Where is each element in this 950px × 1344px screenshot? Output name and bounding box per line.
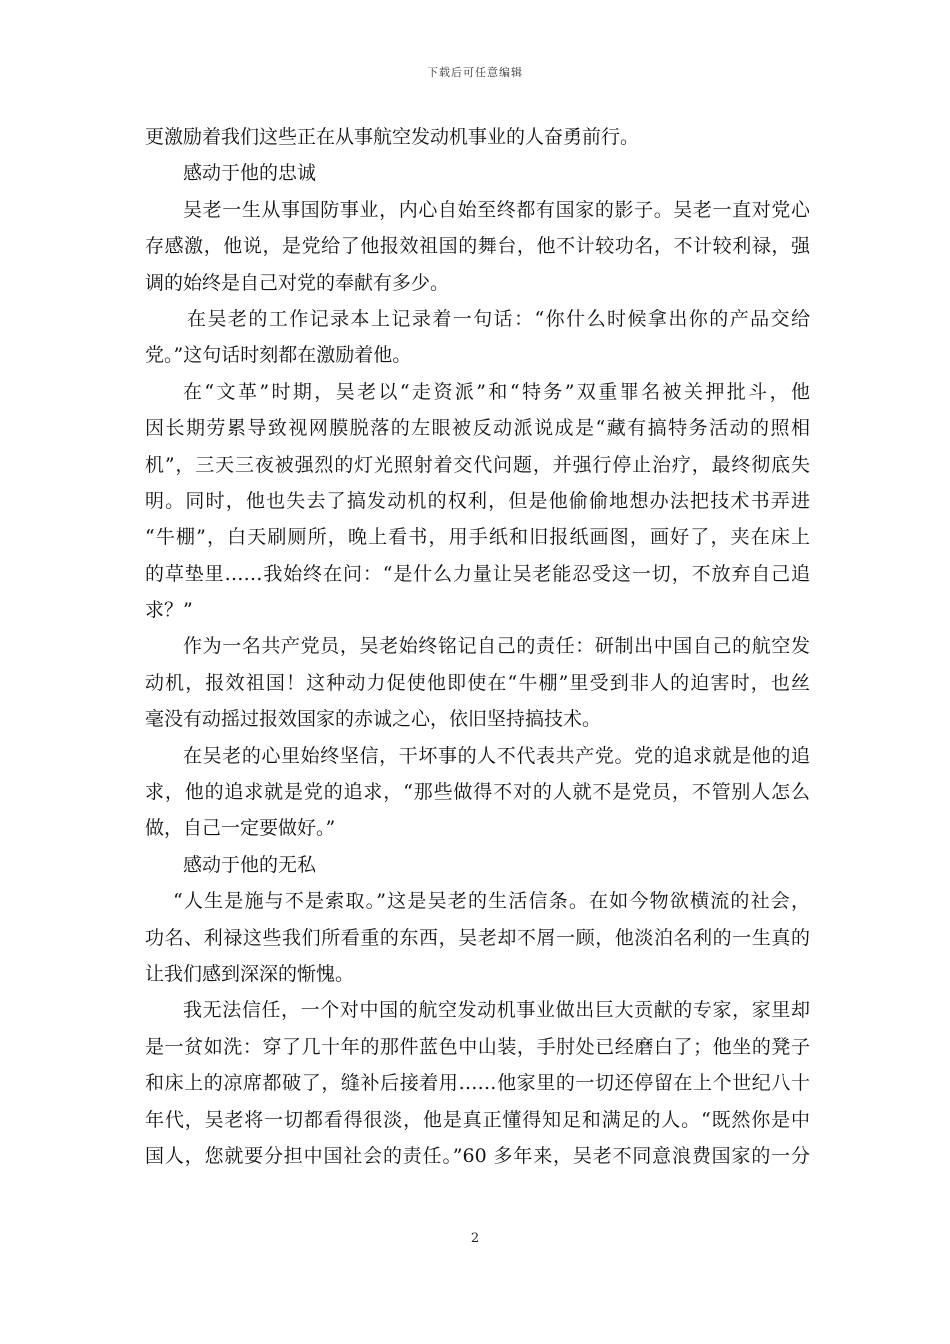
section-heading: 感动于他的忠诚 <box>183 162 317 185</box>
body-line: 年代，吴老将一切都看得很淡，他是真正懂得知足和满足的人。“既然你是中 <box>145 1108 810 1131</box>
body-line: 调的始终是自己对党的奉献有多少。 <box>145 271 450 294</box>
body-line: 明。同时，他也失去了搞发动机的权利，但是他偷偷地想办法把技术书弄进 <box>145 489 810 512</box>
section-heading: 感动于他的无私 <box>183 853 317 876</box>
body-line: 作为一名共产党员，吴老始终铭记自己的责任：研制出中国自己的航空发 <box>183 635 810 658</box>
body-line: 更激励着我们这些正在从事航空发动机事业的人奋勇前行。 <box>145 126 640 148</box>
body-line: 是一贫如洗：穿了几十年的那件蓝色中山装，手肘处已经磨白了；他坐的凳子 <box>145 1035 810 1058</box>
body-line: 在“文革”时期，吴老以“走资派”和“特务”双重罪名被关押批斗，他 <box>183 380 810 403</box>
body-line: “牛棚”，白天刷厕所，晚上看书，用手纸和旧报纸画图，画好了，夹在床上 <box>145 526 810 549</box>
body-line: 党。”这句话时刻都在激励着他。 <box>145 344 412 367</box>
body-line: 动机，报效祖国！这种动力促使他即使在“牛棚”里受到非人的迫害时，也丝 <box>145 671 810 694</box>
body-line: 在吴老的心里始终坚信，干坏事的人不代表共产党。党的追求就是他的追 <box>183 744 810 767</box>
body-line: 存感激，他说，是党给了他报效祖国的舞台，他不计较功名，不计较利禄，强 <box>145 235 810 258</box>
body-line: 求？” <box>145 599 193 622</box>
body-line: 在吴老的工作记录本上记录着一句话：“你什么时候拿出你的产品交给 <box>187 307 810 330</box>
body-line: 毫没有动摇过报效国家的赤诚之心，依旧坚持搞技术。 <box>145 708 602 731</box>
document-body <box>145 119 810 1174</box>
body-line: 国人，您就要分担中国社会的责任。”60 多年来，吴老不同意浪费国家的一分 <box>145 1144 810 1167</box>
body-line: 我无法信任，一个对中国的航空发动机事业做出巨大贡献的专家，家里却 <box>183 999 810 1022</box>
body-line: “人生是施与不是索取。”这是吴老的生活信条。在如今物欲横流的社会， <box>173 890 810 913</box>
page-number: 2 <box>470 1231 480 1246</box>
body-line: 因长期劳累导致视网膜脱落的左眼被反动派说成是“藏有搞特务活动的照相 <box>145 417 810 440</box>
body-line: 的草垫里……我始终在问：“是什么力量让吴老能忍受这一切，不放弃自己追 <box>145 562 810 585</box>
body-line: 做，自己一定要做好。” <box>145 817 336 840</box>
body-line: 和床上的凉席都破了，缝补后接着用……他家里的一切还停留在上个世纪八十 <box>145 1072 810 1095</box>
body-line: 功名、利禄这些我们所看重的东西，吴老却不屑一顾，他淡泊名利的一生真的 <box>145 926 810 949</box>
body-line: 机”，三天三夜被强烈的灯光照射着交代问题，并强行停止治疗，最终彻底失 <box>145 453 810 476</box>
page-header: 下载后可任意编辑 <box>427 66 523 79</box>
body-line: 求，他的追求就是党的追求，“那些做得不对的人就不是党员，不管别人怎么 <box>145 781 810 804</box>
body-line: 吴老一生从事国防事业，内心自始至终都有国家的影子。吴老一直对党心 <box>183 198 810 221</box>
body-line: 让我们感到深深的惭愧。 <box>145 962 355 985</box>
